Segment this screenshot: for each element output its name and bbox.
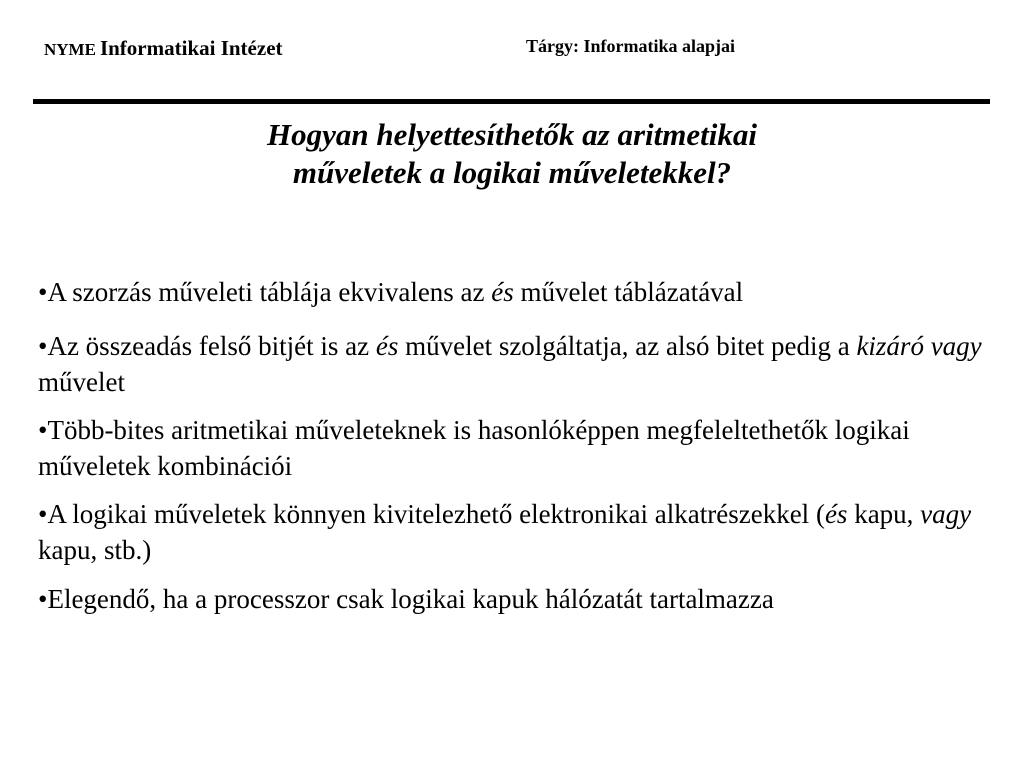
- header-org: NYME: [44, 40, 96, 59]
- bullet-text: művelet táblázatával: [513, 277, 744, 307]
- bullet-text: kapu,: [847, 499, 921, 529]
- header-institute-name: Informatikai Intézet: [99, 36, 283, 60]
- slide-title-line-1: Hogyan helyettesíthetők az aritmetikai: [267, 117, 757, 152]
- bullet-item: [38, 328, 998, 400]
- bullet-list: [38, 274, 998, 634]
- slide-title-line-2: műveletek a logikai műveletekkel?: [292, 155, 732, 190]
- bullet-item: [38, 581, 998, 617]
- bullet-text: •Több-bites aritmetikai műveleteknek is hasonlóképpen megfeleltethetők logikai műveletek kombinációi: [38, 415, 910, 481]
- bullet-emphasis: és: [824, 499, 848, 529]
- bullet-emphasis: és: [491, 277, 514, 307]
- bullet-text: •A logikai műveletek könnyen kivitelezhető elektronikai alkatrészekkel (: [38, 499, 825, 529]
- bullet-text: művelet: [38, 367, 125, 397]
- bullet-text: •Elegendő, ha a processzor csak logikai kapuk hálózatát tartalmazza: [38, 584, 774, 614]
- bullet-emphasis: és: [375, 331, 399, 361]
- bullet-item: [38, 412, 998, 484]
- bullet-item: [38, 496, 998, 568]
- bullet-text: •A szorzás műveleti táblája ekvivalens az: [38, 277, 492, 307]
- bullet-emphasis: vagy: [920, 499, 972, 529]
- header-subject: Tárgy: Informatika alapjai: [526, 36, 735, 56]
- bullet-text: •Az összeadás felső bitjét is az: [38, 331, 376, 361]
- slide-title: [0, 116, 1024, 192]
- bullet-text: művelet szolgáltatja, az alsó bitet pedig a: [398, 331, 857, 361]
- bullet-emphasis: kizáró vagy: [856, 331, 982, 361]
- bullet-text: kapu, stb.): [38, 535, 152, 565]
- header-divider: [33, 99, 990, 104]
- bullet-item: [38, 274, 998, 310]
- header-institute: [44, 36, 283, 61]
